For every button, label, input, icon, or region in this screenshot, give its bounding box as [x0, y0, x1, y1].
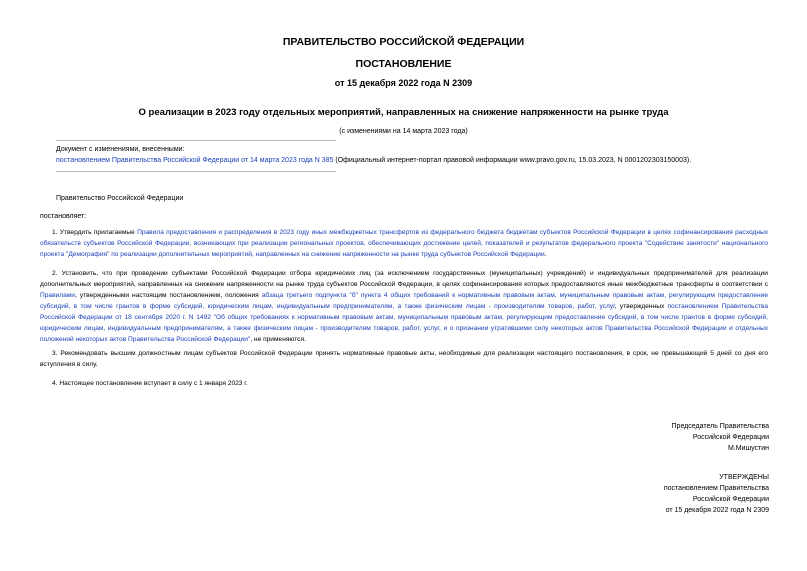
government-header: ПРАВИТЕЛЬСТВО РОССИЙСКОЙ ФЕДЕРАЦИИ — [282, 36, 525, 48]
rules-link[interactable]: Правила предоставления и распределения в 2023 году иных межбюджетных трансфертов из федерального бюджета бюджетам субъектов Российской Федерации в целях софинансирования расходных обязательств субъектов Российской Федерации, возникающих при реализации региональных проектов, обеспечивающих достижение целей, показателей и результатов федерального проекта "Содействие занятости" национального проекта "Демография" по реализации дополнительных мероприятий, направленных на снижение напряженности на рынке труда субъектов Российской Федерации — [40, 229, 769, 258]
signature-org: Российской Федерации — [692, 434, 769, 441]
paragraph-2-part-d: , не применяются. — [250, 336, 306, 343]
signature-block — [672, 421, 769, 454]
signature-position: Председатель Правительства — [671, 423, 769, 430]
approved-block — [664, 472, 769, 516]
requirements-link[interactable]: абзаца третьего подпункта "б" пункта 4 общих требований к нормативным правовым актам, муниципальным правовым актам, регулирующим предоставление субсидий, в том числе грантов в форме субсидий, юридическим лицам, индивидуальным предпринимателям, а также физическим лицам - производителям товаров, работ, услуг — [40, 292, 768, 310]
signature-name: М.Мишустин — [727, 445, 769, 452]
paragraph-2-part-a: 2. Установить, что при проведении субъектами Российской Федерации отбора юридических лиц (за исключением государственных (муниципальных) учреждений) и индивидуальных предпринимателей для реализации дополнительных мероприятий, направленных на снижение напряженности на рынке труда субъектов Российской Федерации, в целях софинансирования которых предоставляются иные межбюджетные трансферты в соответствии с — [40, 270, 768, 288]
paragraph-3: 3. Рекомендовать высшим должностным лицам субъектов Российской Федерации принять нормативные правовые акты, необходимые для реализации настоящего постановления, в срок, не превышающий 5 дней со дня его вступления в силу. — [40, 350, 768, 368]
paragraph-2 — [40, 268, 768, 345]
paragraph-2-part-c: , утвержденных — [614, 303, 668, 310]
paragraph-2-part-b: , утвержденными настоящим постановлением, положения — [75, 292, 262, 299]
approved-heading: УТВЕРЖДЕНЫ — [719, 474, 769, 481]
approved-date: от 15 декабря 2022 года N 2309 — [665, 507, 769, 514]
paragraph-4: 4. Настоящее постановление вступает в силу с 1 января 2023 г. — [52, 380, 248, 387]
paragraph-1-start: 1. Утвердить прилагаемые — [52, 229, 138, 236]
approved-by: постановлением Правительства — [663, 485, 769, 492]
document-title: О реализации в 2023 году отдельных мероприятий, направленных на снижение напряженности на рынке труда — [138, 107, 669, 118]
amendment-source: (Официальный интернет-портал правовой информации www.pravo.gov.ru, 15.03.2023, N 0001202303150003). — [333, 157, 692, 164]
amendment-link[interactable]: постановлением Правительства Российской Федерации от 14 марта 2023 года N 385 — [56, 157, 334, 164]
paragraph-1-end: . — [544, 251, 547, 258]
divider-top — [56, 140, 336, 141]
document-subtitle: (с изменениями на 14 марта 2023 года) — [339, 128, 468, 135]
paragraph-1 — [40, 227, 768, 260]
government-name: Правительство Российской Федерации — [56, 195, 184, 202]
rules-ref-link[interactable]: Правилами — [40, 292, 75, 299]
divider-bottom — [56, 171, 336, 172]
changes-intro: Документ с изменениями, внесенными: — [56, 146, 185, 153]
document-type: ПОСТАНОВЛЕНИЕ — [355, 58, 452, 70]
approved-org: Российской Федерации — [692, 496, 769, 503]
decree-1492-link[interactable]: постановлением Правительства Российской Федерации от 18 сентября 2020 г. N 1492 "Об общих требованиях к нормативным правовым актам, муниципальным правовым актам, регулирующим предоставление субсидий, в том числе грантов в форме субсидий, юридическим лицам, индивидуальным предпринимателям, а также физическим лицам - производителям товаров, работ, услуг, и о признании утратившими силу некоторых актов Правительства Российской Федерации и отдельных положений некоторых актов Правительства Российской Федерации" — [40, 303, 769, 343]
changes-block — [56, 144, 756, 166]
decides-label: постановляет: — [40, 213, 87, 220]
document-date: от 15 декабря 2022 года N 2309 — [334, 78, 473, 88]
